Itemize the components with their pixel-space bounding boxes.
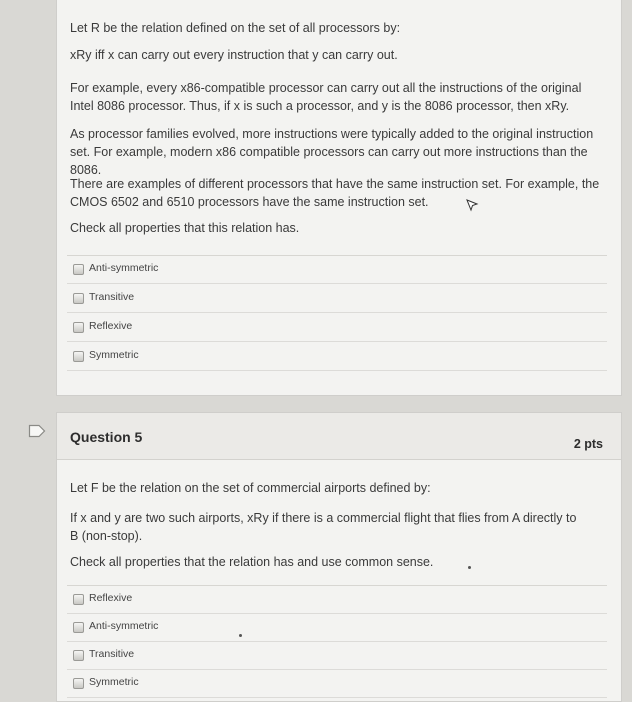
- q4-evolution: As processor families evolved, more instructions were typically added to the original instruction set. For example, modern x86 compatible processors can carry out more instructions than the 8086.: [70, 127, 594, 177]
- checkbox[interactable]: [73, 293, 84, 304]
- screen-dust-mark: [468, 566, 471, 569]
- q4-definition: xRy iff x can carry out every instruction that y can carry out.: [70, 48, 398, 62]
- checkbox[interactable]: [73, 322, 84, 333]
- option-label: Reflexive: [89, 592, 133, 604]
- question-title: Question 5: [70, 429, 143, 445]
- option-label: Reflexive: [89, 320, 133, 332]
- question-5-header: [57, 413, 621, 460]
- question-4-card: [56, 0, 622, 396]
- q5-option-reflexive[interactable]: [67, 586, 607, 614]
- option-label: Transitive: [89, 291, 135, 303]
- checkbox[interactable]: [73, 594, 84, 605]
- option-label: Anti-symmetric: [89, 620, 159, 632]
- q4-instruction: Check all properties that this relation has.: [70, 221, 300, 235]
- question-points: 2 pts: [573, 437, 603, 451]
- q4-option-reflexive[interactable]: [67, 314, 607, 342]
- q5-option-transitive[interactable]: [67, 642, 607, 670]
- screen-dust-mark: [239, 634, 242, 637]
- q5-intro: Let F be the relation on the set of commercial airports defined by:: [70, 481, 431, 495]
- q4-same-set: There are examples of different processors that have the same instruction set. For example, the CMOS 6502 and 6510 processors have the same instruction set.: [70, 177, 600, 209]
- q4-option-anti-symmetric[interactable]: [67, 256, 607, 284]
- option-label: Transitive: [89, 648, 135, 660]
- q5-option-symmetric[interactable]: [67, 670, 607, 698]
- option-label: Symmetric: [89, 676, 139, 688]
- q4-option-symmetric[interactable]: [67, 343, 607, 371]
- option-label: Anti-symmetric: [89, 262, 159, 274]
- q4-example: For example, every x86-compatible processor can carry out all the instructions of the original Intel 8086 processor. Thus, if x is such a processor, and y is the 8086 processor, then xRy.: [70, 81, 582, 113]
- flag-icon[interactable]: [28, 424, 46, 438]
- checkbox[interactable]: [73, 264, 84, 275]
- checkbox[interactable]: [73, 622, 84, 633]
- option-label: Symmetric: [89, 349, 139, 361]
- q4-option-transitive[interactable]: [67, 285, 607, 313]
- q5-instruction: Check all properties that the relation has and use common sense.: [70, 555, 434, 569]
- q5-option-anti-symmetric[interactable]: [67, 614, 607, 642]
- q4-intro: Let R be the relation defined on the set of all processors by:: [70, 21, 401, 35]
- checkbox[interactable]: [73, 650, 84, 661]
- q5-definition: If x and y are two such airports, xRy if there is a commercial flight that flies from A directly to B (non-stop).: [70, 511, 577, 543]
- question-5-card: [56, 412, 622, 702]
- mouse-cursor-icon: [465, 198, 479, 212]
- checkbox[interactable]: [73, 678, 84, 689]
- checkbox[interactable]: [73, 351, 84, 362]
